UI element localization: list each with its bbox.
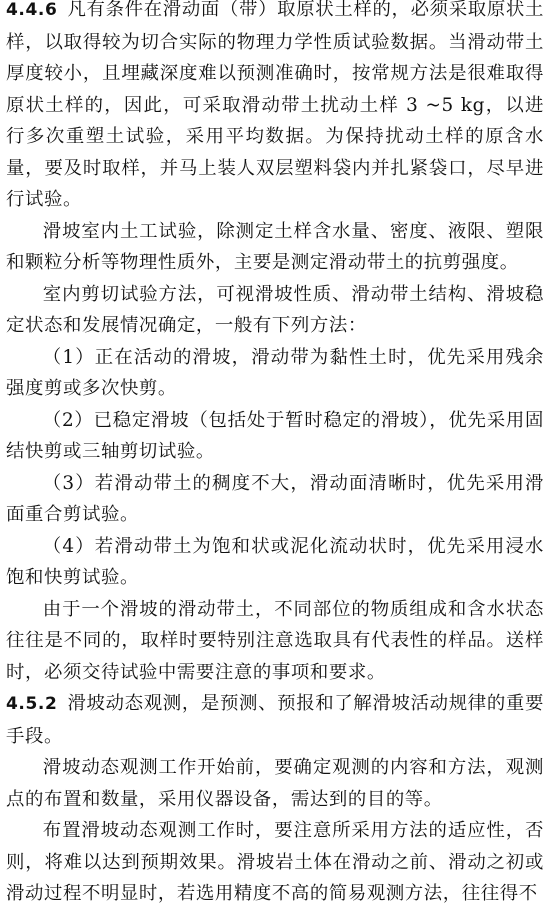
paragraph-4-5-2: [6, 688, 544, 752]
section-number: 4.5.2: [6, 694, 58, 714]
paragraph-4-4-6: [6, 0, 544, 216]
paragraph: 由于一个滑坡的滑动带土，不同部位的物质组成和含水状态往往是不同的，取样时要特别注意选取具有代表性的样品。送样时，必须交待试验中需要注意的事项和要求。: [6, 598, 544, 683]
paragraph-text: 滑坡动态观测，是预测、预报和了解滑坡活动规律的重要手段。: [6, 693, 544, 747]
paragraph: 滑坡动态观测工作开始前，要确定观测的内容和方法，观测点的布置和数量，采用仪器设备，需达到的目的等。: [6, 757, 544, 810]
list-item: （1）正在活动的滑坡，滑动带为黏性土时，优先采用残余强度剪或多次快剪。: [6, 346, 544, 399]
section-number: 4.4.6: [6, 0, 58, 20]
paragraph: 滑坡室内土工试验，除测定土样含水量、密度、液限、塑限和颗粒分析等物理性质外，主要是测定滑动带土的抗剪强度。: [6, 220, 544, 273]
list-item: （2）已稳定滑坡（包括处于暂时稳定的滑坡），优先采用固结快剪或三轴剪切试验。: [6, 409, 544, 462]
paragraph-text: 凡有条件在滑动面（带）取原状土样的，必须采取原状土样，以取得较为切合实际的物理力学性质试验数据。当滑动带土厚度较小，且埋藏深度难以预测准确时，按常规方法是很难取得原状土样的，因此，可采取滑动带土扰动土样 3 ~5 kg，以进行多次重塑土试验，采用平均数据。为保持扰动土样的原含水量，要及时取样，并马上装人双层塑料袋内并扎紧袋口，尽早进行试验。: [6, 0, 544, 210]
paragraph: 室内剪切试验方法，可视滑坡性质、滑动带土结构、滑坡稳定状态和发展情况确定，一般有下列方法：: [6, 283, 544, 336]
list-item: （3）若滑动带土的稠度不大，滑动面清晰时，优先采用滑面重合剪试验。: [6, 472, 544, 525]
paragraph: 布置滑坡动态观测工作时，要注意所采用方法的适应性，否则，将难以达到预期效果。滑坡岩土体在滑动之前、滑动之初或滑动过程不明显时，若选用精度不高的简易观测方法，往往得不: [6, 820, 544, 904]
list-item: （4）若滑动带土为饱和状或泥化流动状时，优先采用浸水饱和快剪试验。: [6, 535, 544, 588]
